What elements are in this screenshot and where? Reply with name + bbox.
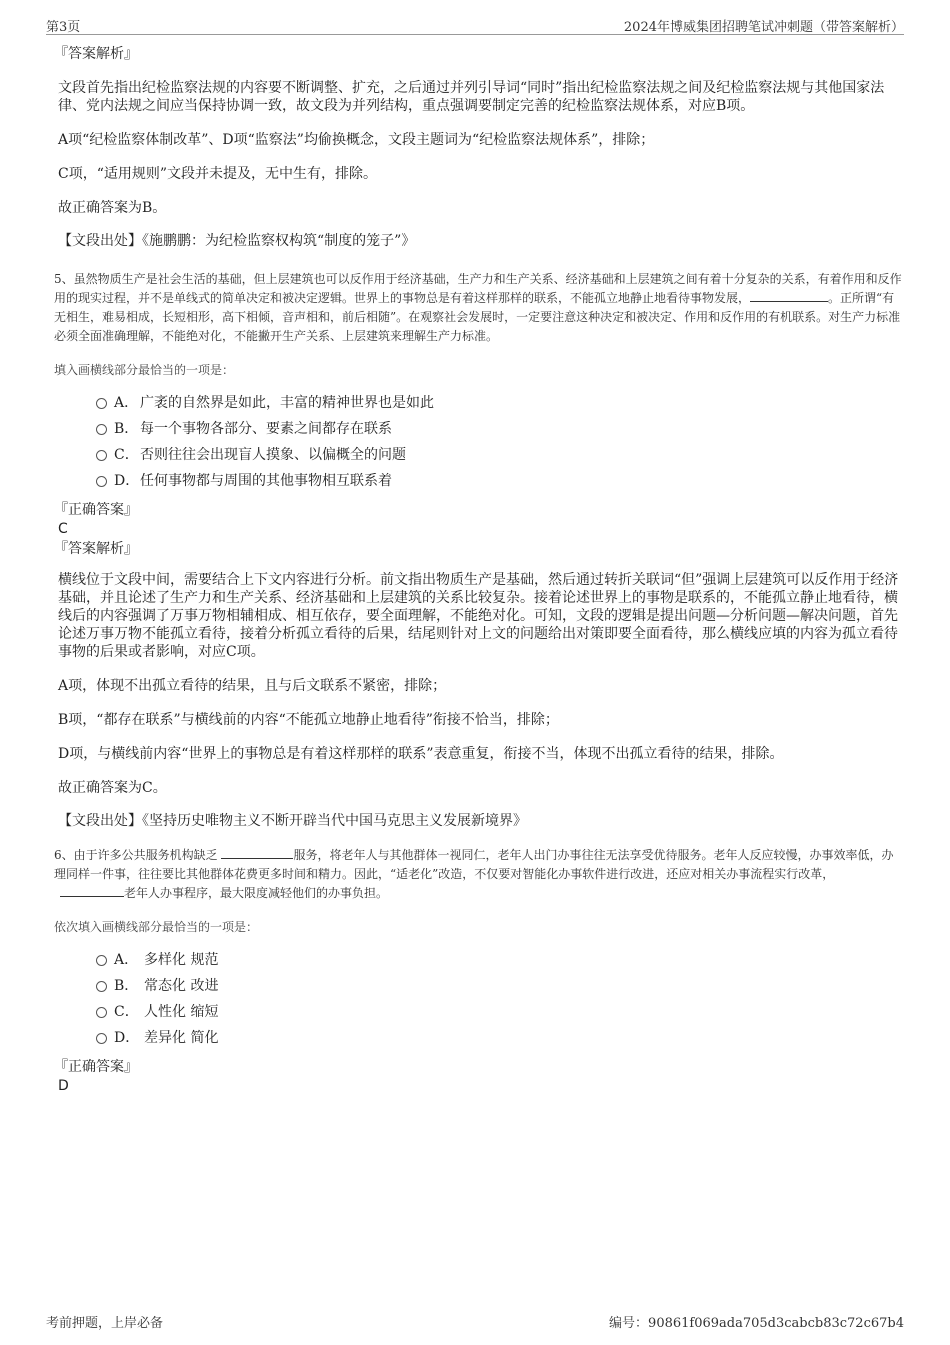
document-code: 编号：90861f069ada705d3cabcb83c72c67b4 bbox=[609, 1316, 904, 1331]
question-6-options bbox=[58, 947, 900, 1051]
page-header bbox=[46, 14, 904, 35]
question-5-text: 5、虽然物质生产是社会生活的基础，但上层建筑也可以反作用于经济基础，生产力和生产关系、经济基础和上层建筑之间有着十分复杂的关系，有着作用和反作用的现实过程，并不是单线式的简单决定和被决定逻辑。世界上的事物总是有着这样那样的联系，不能孤立地静止地看待事物发展， 。正所谓“有无相生，难易相成，长短相形，高下相倾，音声相和，前后相随”。在观察社会发展时，一定要注意这种决定和被决定、作用和反作用的有机联系。对生产力标准必须全面准确理解，不能绝对化，不能撇开生产关系、上层建筑来理解生产力标准。 bbox=[54, 272, 902, 343]
analysis-label: 『答案解析』 bbox=[54, 46, 138, 62]
option-c[interactable]: C． 人性化 缩短 bbox=[58, 999, 900, 1025]
radio-button[interactable] bbox=[96, 1033, 107, 1044]
page-content bbox=[54, 44, 902, 1095]
radio-button[interactable] bbox=[96, 476, 107, 487]
document-title: 2024年博威集团招聘笔试冲刺题（带答案解析） bbox=[623, 20, 904, 35]
page-number: 第3页 bbox=[46, 20, 81, 35]
radio-button[interactable] bbox=[96, 424, 107, 435]
footer-slogan: 考前押题，上岸必备 bbox=[46, 1316, 164, 1331]
answer-blank bbox=[221, 846, 293, 859]
radio-button[interactable] bbox=[96, 398, 107, 409]
analysis-note-ad: A项“纪检监察体制改革”、D项“监察法”均偷换概念，文段主题词为“纪检监察法规体系”，排除； bbox=[58, 132, 655, 148]
correct-answer-label: 『正确答案』 bbox=[54, 502, 138, 518]
analysis-text: 横线位于文段中间，需要结合上下文内容进行分析。前文指出物质生产是基础，然后通过转折关联词“但”强调上层建筑可以反作用于经济基础，并且论述了生产力和生产关系、经济基础和上层建筑的关系比较复杂。接着论述世界上的事物是联系的，不能孤立静止地看待，横线后的内容强调了万事万物相辅相成、相互依存，要全面理解，不能绝对化。可知，文段的逻辑是提出问题—分析问题—解决问题，首先论述万事万物不能孤立看待，接着分析孤立看待的后果，结尾则针对上文的问题给出对策即要全面看待，那么横线应填的内容为孤立看待事物的后果或者影响，对应C项。 bbox=[58, 572, 899, 660]
option-a[interactable]: A． 多样化 规范 bbox=[58, 947, 900, 973]
answer-blank bbox=[750, 289, 828, 302]
question-6-prompt: 依次填入画横线部分最恰当的一项是： bbox=[54, 920, 259, 934]
analysis-label: 『答案解析』 bbox=[54, 541, 138, 557]
correct-answer-label: 『正确答案』 bbox=[54, 1059, 138, 1075]
question-5-prompt: 填入画横线部分最恰当的一项是： bbox=[54, 363, 235, 377]
answer-blank bbox=[60, 884, 124, 897]
page-footer bbox=[46, 1312, 904, 1332]
correct-answer-value: C bbox=[58, 521, 68, 537]
analysis-text: 文段首先指出纪检监察法规的内容要不断调整、扩充，之后通过并列引导词“同时”指出纪检监察法规之间及纪检监察法规与其他国家法律、党内法规之间应当保持协调一致，故文段为并列结构，重点强调要制定完善的纪检监察法规体系，对应B项。 bbox=[58, 80, 885, 114]
radio-button[interactable] bbox=[96, 955, 107, 966]
passage-source: 【文段出处】《坚持历史唯物主义不断开辟当代中国马克思主义发展新境界》 bbox=[58, 813, 527, 829]
option-b[interactable]: B． 常态化 改进 bbox=[58, 973, 900, 999]
option-d[interactable]: D．任何事物都与周围的其他事物相互联系着 bbox=[58, 468, 900, 494]
analysis-note-c: C项，“适用规则”文段并未提及，无中生有，排除。 bbox=[58, 166, 378, 182]
analysis-note-a: A项，体现不出孤立看待的结果，且与后文联系不紧密，排除； bbox=[58, 678, 447, 694]
correct-answer-value: D bbox=[58, 1078, 69, 1094]
option-a[interactable]: A． 广袤的自然界是如此，丰富的精神世界也是如此 bbox=[58, 390, 900, 416]
question-5-options bbox=[58, 390, 900, 494]
passage-source: 【文段出处】《施鹏鹏：为纪检监察权构筑“制度的笼子”》 bbox=[58, 233, 416, 249]
radio-button[interactable] bbox=[96, 981, 107, 992]
analysis-note-b: B项，“都存在联系”与横线前的内容“不能孤立地静止地看待”衔接不恰当，排除； bbox=[58, 712, 559, 728]
analysis-conclusion: 故正确答案为B。 bbox=[58, 200, 167, 216]
question-6-text: 6、由于许多公共服务机构缺乏 服务，将老年人与其他群体一视同仁，老年人出门办事往往无法享受优待服务。老年人反应较慢，办事效率低，办理同样一件事，往往要比其他群体花费更多时间和精力。因此，“适老化”改造，不仅要对智能化办事软件进行改进，还应对相关办事流程实行改革，老年人办事程序，最大限度减轻他们的办事负担。 bbox=[54, 848, 894, 900]
radio-button[interactable] bbox=[96, 450, 107, 461]
analysis-conclusion: 故正确答案为C。 bbox=[58, 780, 167, 796]
analysis-note-d: D项，与横线前内容“世界上的事物总是有着这样那样的联系”表意重复，衔接不当，体现不出孤立看待的结果，排除。 bbox=[58, 746, 784, 762]
option-c[interactable]: C．否则往往会出现盲人摸象、以偏概全的问题 bbox=[58, 442, 900, 468]
option-d[interactable]: D． 差异化 简化 bbox=[58, 1025, 900, 1051]
option-b[interactable]: B． 每一个事物各部分、要素之间都存在联系 bbox=[58, 416, 900, 442]
radio-button[interactable] bbox=[96, 1007, 107, 1018]
